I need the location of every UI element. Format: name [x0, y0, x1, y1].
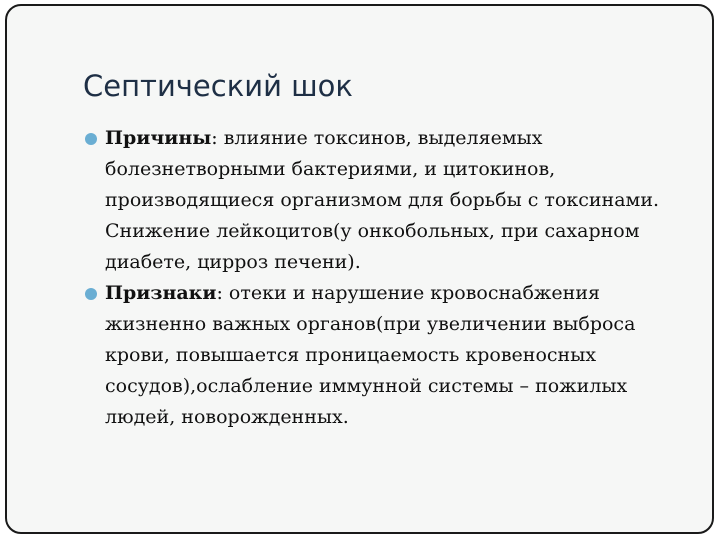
- bullet-dot-icon: [85, 288, 97, 300]
- bullet-text: : влияние токсинов, выделяемых болезнетворными бактериями, и цитокинов, производящиеся организмом для борьбы с токсинами. Снижение лейкоцитов(у онкобольных, при сахарном диабете, цирроз печени).: [105, 127, 660, 273]
- bullet-item-causes: [85, 123, 687, 278]
- bullet-term: Признаки: [105, 282, 217, 304]
- bullet-dot-icon: [85, 133, 97, 145]
- slide: [5, 4, 714, 534]
- bullet-list: [85, 123, 687, 433]
- bullet-item-signs: [85, 278, 687, 433]
- bullet-text: : отеки и нарушение кровоснабжения жизненно важных органов(при увеличении выброса крови, повышается проницаемость кровеносных сосудов),ослабление иммунной системы – пожилых людей, новорожденных.: [105, 282, 636, 428]
- slide-title: Септический шок: [83, 69, 353, 103]
- bullet-term: Причины: [105, 127, 212, 149]
